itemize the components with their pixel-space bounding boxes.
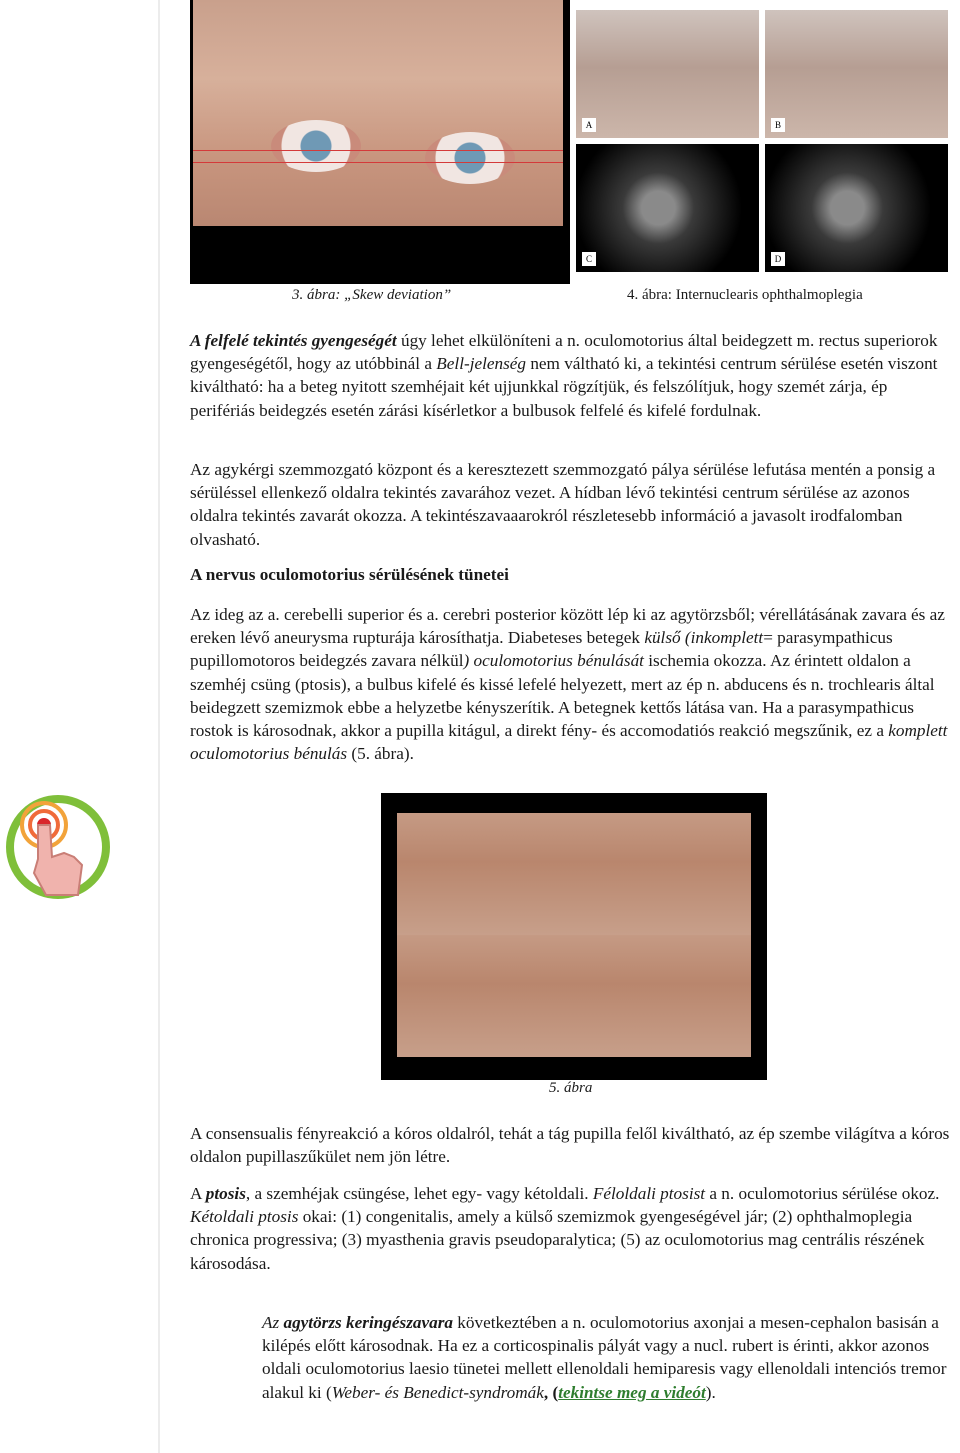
panel-label-d: D bbox=[771, 252, 785, 266]
patient-face-photo bbox=[193, 0, 563, 226]
figure-5-complete-oculomotor-palsy bbox=[381, 793, 767, 1080]
paragraph-consensual-reflex: A consensualis fényreakció a kóros oldalról, tehát a tág pupilla felől kiváltható, az ép szembe világítva a kóros oldalon pupillaszűkület nem jön létre. bbox=[190, 1124, 950, 1167]
left-column-rule bbox=[158, 0, 160, 1453]
right-eye bbox=[271, 120, 361, 172]
panel-b-photo bbox=[765, 10, 948, 138]
reference-line-upper bbox=[193, 150, 563, 151]
panel-c-mri bbox=[576, 144, 759, 272]
term-ptosis: ptosis bbox=[205, 1184, 246, 1203]
panel-d-mri bbox=[765, 144, 948, 272]
figure-4-caption: 4. ábra: Internuclearis ophthalmoplegia bbox=[627, 287, 863, 303]
paragraph-brainstem-circulation: Az agytörzs keringészavara következtében a n. oculomotorius axonjai a mesen-cephalon basisán a kilépés előtt károsodnak. Ha ez a corticospinalis pályát vagy a nucl. rubert is érinti, akkor azonos oldali oculomotorius laesio tünetei mellett ellenoldali hemiparesis vagy ellenoldali intenciós tremor alakul ki (Weber- és Benedict-syndromák, (tekintse meg a videót). bbox=[262, 1313, 947, 1402]
watch-video-link[interactable]: tekintse meg a videót bbox=[558, 1382, 706, 1402]
paragraph-cortical-center: Az agykérgi szemmozgató központ és a keresztezett szemmozgató pálya sérülése lefutása mentén a ponsig a sérüléssel ellenkező oldalra tekintés zavarához vezet. A hídban lévő tekintési centrum sérülése az azonos oldalra tekintés zavarát okozza. A tekintészavaaarokról részletesebb információ a javasolt irodfalomban olvasható. bbox=[190, 460, 936, 549]
touch-pointer-icon[interactable] bbox=[4, 795, 112, 901]
paragraph-oculomotor-symptoms: Az ideg az a. cerebelli superior és a. cerebri posterior között lép ki az agytörzsből; vérellátásának zavara és az ereken lévő aneurysma rupturája károsíthatja. Diabeteses betegek külső (inkomplett= parasympathicus pupillomotoros beidegzés zavara nélkül) oculomotorius bénulását ischemia okozza. Az érintett oldalon a szemhéj csüng (ptosis), a bulbus kifelé és kissé lefelé helyezett, mert az ép n. abducens és n. trochlearis által beidegzett szemizmok ebbe a helyzetbe kényszerítik. A betegnek kettős látása van. Ha a parasympathicus rostok is károsodnak, akkor a pupilla kitágul, a direkt fény- és accomodatiós reakció megszűnik, ez a komplett oculomotorius bénulás (5. ábra). bbox=[190, 605, 948, 764]
term-brainstem-circulation: agytörzs keringészavara bbox=[283, 1313, 453, 1332]
figure-5-top-photo bbox=[397, 813, 751, 935]
figure-5-caption: 5. ábra bbox=[549, 1080, 593, 1096]
paragraph-upward-gaze: A felfelé tekintés gyengeségét úgy lehet elkülöníteni a n. oculomotorius által beidegzett m. rectus superiorok gyengeségétől, hogy az utóbbinál a Bell-jelenség nem váltható ki, a tekintési centrum sérülése esetén viszont kiváltható: ha a beteg nyitott szemhéjait két ujjunkkal rögzítjük, és felszólítjuk, hogy szemét zárja, ép perifériás beidegzés esetén zárási kísérletkor a bulbusok felfelé és kifelé fordulnak. bbox=[190, 331, 938, 420]
figure-5-bottom-photo bbox=[397, 935, 751, 1057]
figure-4-ino-panels bbox=[576, 10, 948, 272]
panel-label-b: B bbox=[771, 118, 785, 132]
figure-3-skew-deviation-photo bbox=[190, 0, 570, 284]
section-heading: A nervus oculomotorius sérülésének tünetei bbox=[190, 565, 509, 584]
emphasis-upward-gaze: A felfelé tekintés gyengeségét bbox=[190, 331, 397, 350]
left-eye bbox=[425, 132, 515, 184]
panel-label-c: C bbox=[582, 252, 596, 266]
bell-phenomenon: Bell-jelenség bbox=[436, 354, 527, 374]
panel-a-photo bbox=[576, 10, 759, 138]
figure-3-caption: 3. ábra: „Skew deviation” bbox=[292, 287, 452, 303]
paragraph-ptosis: A ptosis, a szemhéjak csüngése, lehet egy- vagy kétoldali. Féloldali ptosist a n. oculomotorius sérülése okoz. Kétoldali ptosis okai: (1) congenitalis, amely a külső szemizmok gyengeségével jár; (2) ophthalmoplegia chronica progressiva; (3) myasthenia gravis pseudoparalytica; (5) az oculomotorius mag centrális részének károsodása. bbox=[190, 1184, 940, 1273]
reference-line-lower bbox=[193, 162, 563, 163]
panel-label-a: A bbox=[582, 118, 596, 132]
